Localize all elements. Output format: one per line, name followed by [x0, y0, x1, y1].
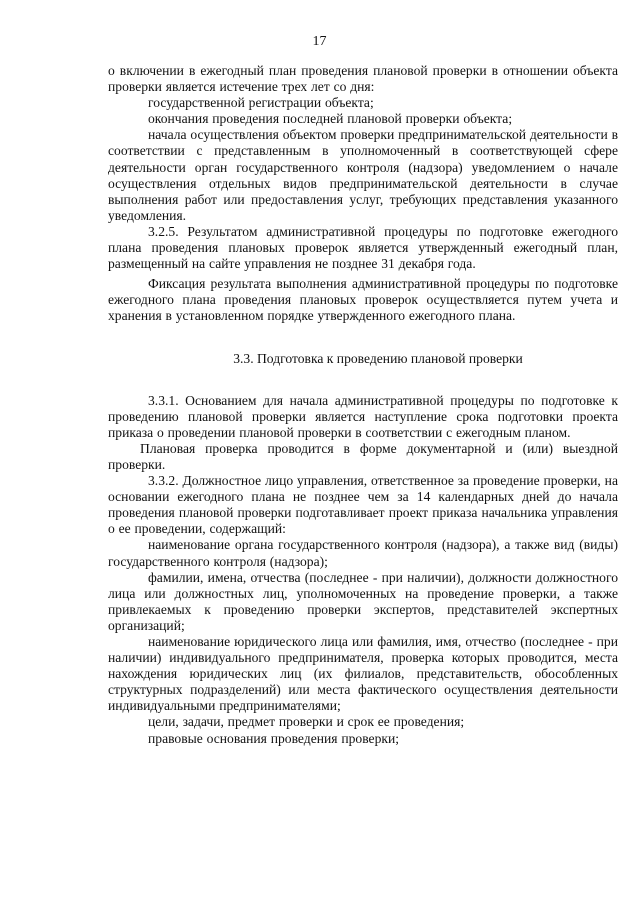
paragraph: окончания проведения последней плановой проверки объекта; [148, 111, 513, 127]
paragraph: наименование органа государственного контроля (надзора), а также вид (виды) государственного контроля (надзора); [108, 537, 618, 569]
paragraph: 3.3.1. Основанием для начала административной процедуры по подготовке к проведению плановой проверки является наступление срока подготовки проекта приказа о проведении плановой проверки в соответствии с ежегодным планом. [108, 392, 618, 440]
paragraph: 3.2.5. Результатом административной процедуры по подготовке ежегодного плана проведения плановых проверок является утвержденный ежегодный план, размещенный на сайте управления не позднее 31 декабря года. [108, 223, 618, 272]
section-heading: 3.3. Подготовка к проведению плановой проверки [233, 350, 523, 366]
paragraph: Плановая проверка проводится в форме документарной и (или) выездной проверки. [108, 440, 618, 472]
paragraph: правовые основания проведения проверки; [148, 730, 400, 746]
paragraph: цели, задачи, предмет проверки и срок ее проведения; [148, 714, 465, 730]
page-number: 17 [312, 34, 327, 49]
paragraph: наименование юридического лица или фамилия, имя, отчество (последнее - при наличии) индивидуального предпринимателя, проверка которых проводится, места нахождения юридических лиц (их филиалов, представительств, обособленных структурных подразделений) или места фактического осуществления деятельности индивидуальными предпринимателями; [108, 634, 618, 714]
paragraph: начала осуществления объектом проверки предпринимательской деятельности в соответствии с представленным в уполномоченный в соответствующей сфере деятельности орган государственного контроля (надзора) уведомлением о начале осуществления отдельных видов предпринимательской деятельности в случае выполнения работ или предоставления услуг, требующих представления указанного уведомления. [108, 127, 618, 223]
document-body [108, 63, 618, 747]
paragraph: о включении в ежегодный план проведения плановой проверки в отношении объекта проверки является истечение трех лет со дня: [108, 63, 618, 95]
paragraph: фамилии, имена, отчества (последнее - при наличии), должности должностного лица или должностных лиц, уполномоченных на проведение проверки, а также привлекаемых к проведению проверки экспертов, представителей экспертных организаций; [108, 569, 618, 633]
paragraph: 3.3.2. Должностное лицо управления, ответственное за проведение проверки, на основании ежегодного плана не позднее чем за 14 календарных дней до начала проведения плановой проверки подготавливает проект приказа начальника управления о ее проведении, содержащий: [108, 473, 618, 537]
paragraph: государственной регистрации объекта; [148, 95, 374, 111]
paragraph: Фиксация результата выполнения административной процедуры по подготовке ежегодного плана проведения плановых проверок осуществляется путем учета и хранения в установленном порядке утвержденного ежегодного плана. [108, 276, 618, 324]
